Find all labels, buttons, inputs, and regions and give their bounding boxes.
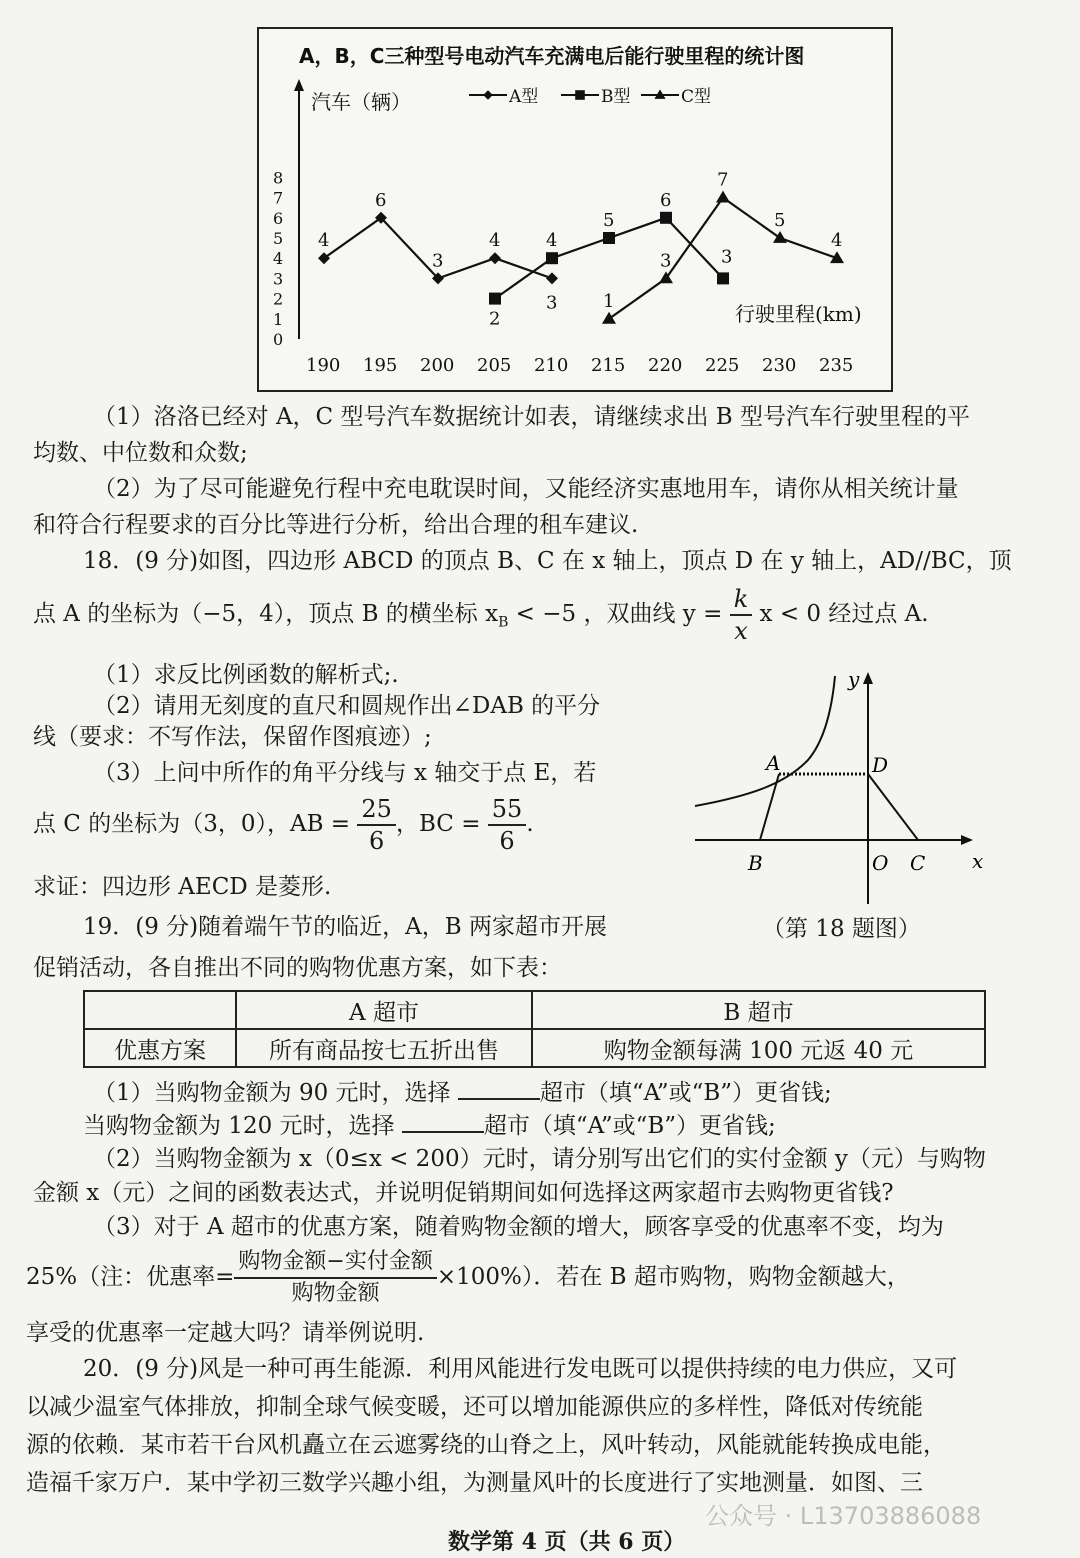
q18-part2-line2: 线（要求：不写作法，保留作图痕迹）; <box>33 724 432 750</box>
rate-denominator: 购物金额 <box>291 1281 380 1306</box>
q19-part1-line1 <box>93 1076 832 1108</box>
y-tick-label: 6 <box>273 208 284 228</box>
q19-intro-line1: 19．(9 分)随着端午节的临近，A，B 两家超市开展 <box>83 914 607 940</box>
answer-blank-2[interactable] <box>402 1109 484 1133</box>
discount-rate-fraction <box>234 1247 436 1309</box>
data-label-C: 3 <box>660 250 672 272</box>
q19-part3-line3: 享受的优惠率一定越大吗？请举例说明. <box>26 1320 425 1346</box>
data-point-B <box>603 232 615 244</box>
y-tick-label: 1 <box>273 309 284 329</box>
hyperbola-curve <box>695 676 835 806</box>
y-tick-label: 2 <box>273 289 284 309</box>
data-label-C: 1 <box>603 290 615 312</box>
bc-fraction <box>488 794 527 856</box>
x-axis-arrow <box>961 835 973 845</box>
q19-p1a-pre: （1）当购物金额为 90 元时，选择 <box>93 1080 451 1106</box>
legend-label: C型 <box>681 87 712 107</box>
promotion-table <box>83 990 986 1068</box>
table-header-row <box>84 991 985 1029</box>
legend-label: A型 <box>509 87 539 107</box>
data-point-A <box>546 272 558 284</box>
data-label-C: 7 <box>717 169 729 191</box>
q19-part2-line1: （2）当购物金额为 x（0≤x < 200）元时，请分别写出它们的实付金额 y（元）与购物 <box>93 1146 986 1172</box>
y-tick-label: 8 <box>273 168 284 188</box>
data-point-C <box>773 231 787 243</box>
rate-numerator: 购物金额−实付金额 <box>234 1247 436 1279</box>
q19-rate-pre: 25%（注：优惠率= <box>26 1264 235 1290</box>
chart-legend <box>469 87 711 107</box>
label-b: B <box>748 851 763 875</box>
q19-p1a-post: 超市（填“A”或“B”）更省钱; <box>539 1080 832 1106</box>
y-tick-label: 4 <box>273 249 284 269</box>
row-label: 优惠方案 <box>84 1029 236 1067</box>
q18-part2-line1: （2）请用无刻度的直尺和圆规作出∠DAB 的平分 <box>93 693 601 719</box>
x-tick-label: 195 <box>363 355 398 376</box>
data-label-B: 3 <box>721 246 733 268</box>
q18-intro-text: 点 A 的坐标为（−5，4），顶点 B 的横坐标 x <box>33 601 499 627</box>
cell-b-plan: 购物金额每满 100 元返 40 元 <box>532 1029 985 1067</box>
ab-fraction <box>357 794 396 856</box>
q18-domain-text: x < 0 经过点 A. <box>759 601 929 627</box>
q18-hyperbola-text: < −5 ，双曲线 y = <box>508 601 723 627</box>
q18-part3-line3: 求证：四边形 AECD 是菱形. <box>33 874 332 900</box>
data-label-A: 6 <box>375 189 387 211</box>
x-tick-label: 215 <box>591 355 626 376</box>
header-a-market: A 超市 <box>236 991 532 1029</box>
data-point-A <box>489 252 501 264</box>
x-tick-label: 235 <box>819 355 854 376</box>
bc-denominator: 6 <box>499 827 515 855</box>
q20-line3: 源的依赖．某市若干台风机矗立在云遮雾绕的山脊之上，风叶转动，风能就能转换成电能， <box>26 1432 946 1458</box>
q20-line2: 以减少温室气体排放，抑制全球气候变暖，还可以增加能源供应的多样性，降低对传统能 <box>26 1394 923 1420</box>
x-tick-label: 230 <box>762 355 797 376</box>
ab-numerator: 25 <box>357 794 396 826</box>
y-tick-label: 3 <box>273 269 284 289</box>
table-row <box>84 1029 985 1067</box>
y-axis-label: 汽车（辆） <box>311 90 411 114</box>
q18-part3-line1: （3）上问中所作的角平分线与 x 轴交于点 E，若 <box>93 760 597 786</box>
y-tick-label: 7 <box>273 188 284 208</box>
chart-title: A，B，C三种型号电动汽车充满电后能行驶里程的统计图 <box>299 44 805 68</box>
q19-part1-line2 <box>83 1109 776 1141</box>
table-corner-cell <box>84 991 236 1029</box>
segment-dc <box>868 774 918 840</box>
x-tick-label: 205 <box>477 355 512 376</box>
x-axis-label: 行驶里程(km) <box>735 302 862 326</box>
data-point-B <box>717 272 729 284</box>
x-tick-label: 190 <box>306 355 341 376</box>
data-label-B: 5 <box>603 210 615 231</box>
q17-part2-line2: 和符合行程要求的百分比等进行分析，给出合理的租车建议. <box>33 512 639 538</box>
answer-blank-1[interactable] <box>458 1076 540 1100</box>
data-point-B <box>660 212 672 224</box>
figure-18-caption: （第 18 题图） <box>762 916 921 942</box>
header-b-market: B 超市 <box>532 991 985 1029</box>
q19-part3-line2 <box>26 1246 910 1309</box>
data-label-A: 3 <box>432 250 444 272</box>
q18-figure <box>690 668 1000 908</box>
data-label-B: 4 <box>546 230 558 252</box>
data-label-A: 3 <box>546 292 558 314</box>
q18-point-c-text: 点 C 的坐标为（3，0），AB = <box>33 811 351 837</box>
q19-p1b-pre: 当购物金额为 120 元时，选择 <box>83 1113 395 1139</box>
mileage-chart <box>257 27 893 392</box>
data-point-C <box>602 312 616 324</box>
data-point-C <box>716 191 730 203</box>
label-d: D <box>872 753 889 777</box>
legend-marker-diamond <box>483 90 493 100</box>
q18-bc-text: ，BC = <box>395 811 481 837</box>
cell-a-plan: 所有商品按七五折出售 <box>236 1029 532 1067</box>
segment-ab <box>760 774 779 840</box>
label-x: x <box>972 849 984 873</box>
k-numerator: k <box>730 584 753 616</box>
q17-part2-line1: （2）为了尽可能避免行程中充电耽误时间，又能经济实惠地用车，请你从相关统计量 <box>93 476 959 502</box>
data-label-B: 6 <box>660 189 672 211</box>
q19-part2-line2: 金额 x（元）之间的函数表达式，并说明促销期间如何选择这两家超市去购物更省钱? <box>33 1180 894 1206</box>
x-tick-label: 200 <box>420 355 455 376</box>
data-label-C: 5 <box>774 210 786 231</box>
q17-part1-line2: 均数、中位数和众数; <box>33 440 248 466</box>
q20-line4: 造福千家万户．某中学初三数学兴趣小组，为测量风叶的长度进行了实地测量．如图、三 <box>26 1470 923 1496</box>
q18-part1: （1）求反比例函数的解析式;. <box>93 662 399 688</box>
q19-intro-line2: 促销活动，各自推出不同的购物优惠方案，如下表： <box>33 955 562 981</box>
ab-denominator: 6 <box>369 827 385 855</box>
y-axis-arrow <box>863 672 873 684</box>
q18-intro-line2 <box>33 584 929 652</box>
mileage-line-chart <box>259 29 891 390</box>
q19-part3-line1: （3）对于 A 超市的优惠方案，随着购物金额的增大，顾客享受的优惠率不变，均为 <box>93 1214 944 1240</box>
page-footer: 数学第 4 页（共 6 页） <box>448 1529 686 1555</box>
y-tick-label: 5 <box>273 229 284 248</box>
legend-label: B型 <box>601 87 631 107</box>
watermark: 公众号 · L13703886088 <box>705 1502 982 1530</box>
q20-line1: 20．(9 分)风是一种可再生能源．利用风能进行发电既可以提供持续的电力供应，又可 <box>83 1356 958 1382</box>
label-y: y <box>848 668 860 691</box>
k-over-x-fraction <box>730 584 753 646</box>
q18-part3-line2 <box>33 794 534 856</box>
x-denominator: x <box>734 617 748 645</box>
data-label-C: 4 <box>831 230 843 252</box>
q19-rate-post: ×100%）．若在 B 超市购物，购物金额越大， <box>436 1264 910 1290</box>
data-point-B <box>546 252 558 264</box>
label-o: O <box>872 851 889 875</box>
q18-period: . <box>526 811 534 837</box>
q17-part1-line1: （1）洛洛已经对 A，C 型号汽车数据统计如表，请继续求出 B 型号汽车行驶里程的平 <box>93 404 970 430</box>
x-tick-label: 225 <box>705 355 740 376</box>
bc-numerator: 55 <box>488 794 527 826</box>
q18-subscript: B <box>498 614 509 631</box>
data-label-A: 4 <box>318 230 330 252</box>
legend-marker-square <box>575 90 585 100</box>
y-tick-label: 0 <box>273 330 284 349</box>
q19-p1b-post: 超市（填“A”或“B”）更省钱; <box>483 1113 776 1139</box>
label-c: C <box>910 851 926 875</box>
x-tick-label: 210 <box>534 355 569 376</box>
label-a: A <box>766 751 781 775</box>
data-label-A: 4 <box>489 230 501 252</box>
x-tick-label: 220 <box>648 355 683 376</box>
y-axis-arrow <box>294 79 304 91</box>
q18-intro-line1: 18．(9 分)如图，四边形 ABCD 的顶点 B、C 在 x 轴上，顶点 D 在 y 轴上，AD//BC，顶 <box>83 548 1012 574</box>
data-point-B <box>489 293 501 305</box>
data-label-B: 2 <box>489 308 501 330</box>
